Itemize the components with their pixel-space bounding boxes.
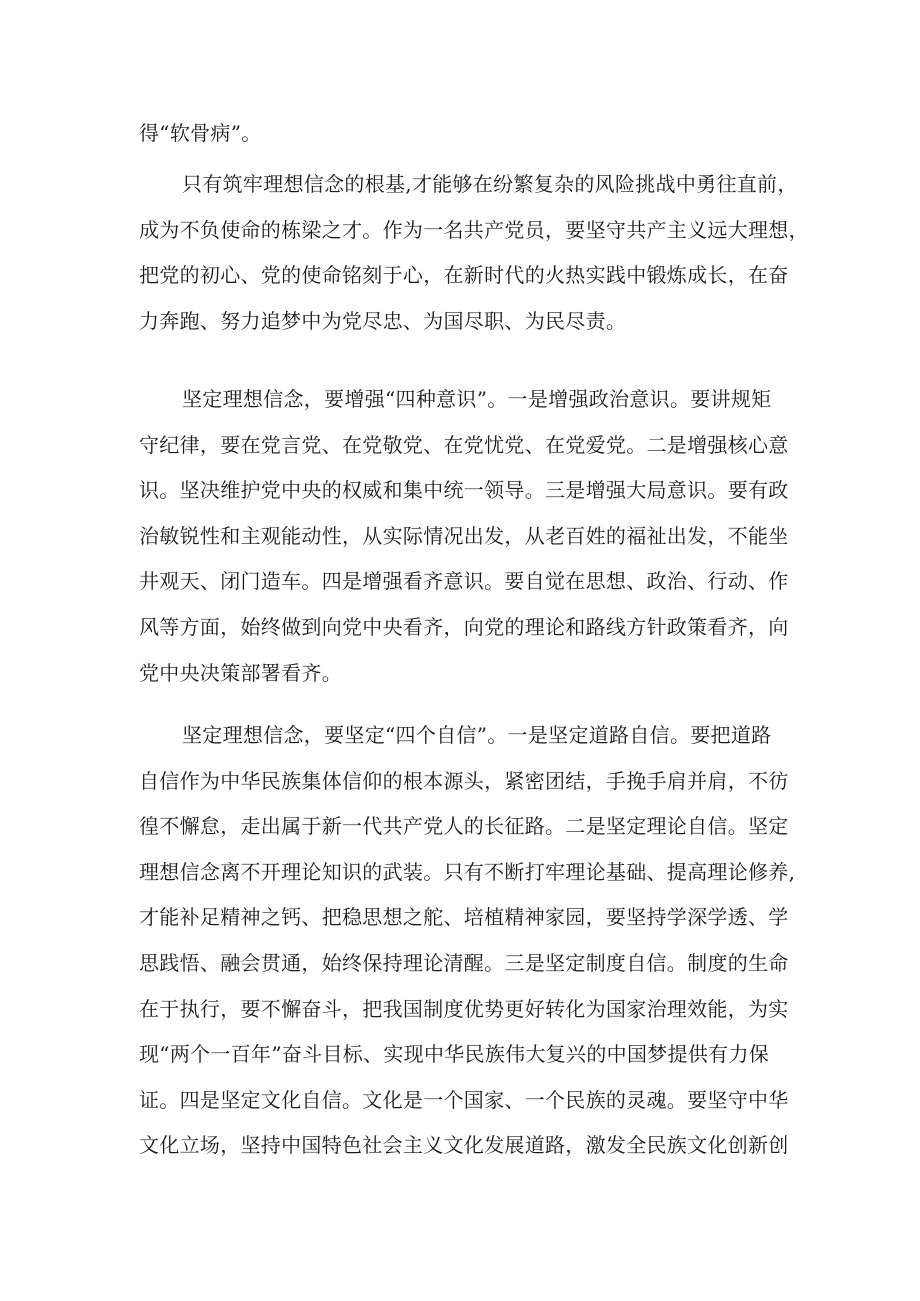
paragraph-four-confidences — [139, 713, 796, 1169]
text-line: 守纪律，要在党言党、在党敬党、在党忧党、在党爱党。二是增强核心意 — [139, 432, 789, 457]
text-line: 只有筑牢理想信念的根基,才能够在纷繁复杂的风险挑战中勇往直前， — [182, 172, 798, 196]
text-line: 思践悟、融会贯通，始终保持理论清醒。三是坚定制度自信。制度的生命 — [139, 950, 789, 975]
paragraph-four-consciousness — [139, 377, 789, 696]
text-line: 文化立场，坚持中国特色社会主义文化发展道路，激发全民族文化创新创 — [139, 1133, 789, 1158]
text-line: 证。四是坚定文化自信。文化是一个国家、一个民族的灵魂。要坚守中华 — [139, 1087, 789, 1112]
text-line: 力奔跑、努力追梦中为党尽忠、为国尽职、为民尽责。 — [139, 308, 627, 333]
text-line: 党中央决策部署看齐。 — [139, 660, 342, 685]
text-line: 成为不负使命的栋梁之才。作为一名共产党员，要坚守共产主义远大理想， — [139, 217, 809, 242]
text-line: 才能补足精神之钙、把稳思想之舵、培植精神家园，要坚持学深学透、学 — [139, 905, 789, 930]
text-line: 坚定理想信念，要坚定“四个自信”。一是坚定道路自信。要把道路 — [182, 723, 772, 747]
text-line: 得“软骨病”。 — [139, 121, 262, 145]
text-line: 现“两个一百年”奋斗目标、实现中华民族伟大复兴的中国梦提供有力保 — [139, 1042, 770, 1067]
paragraph-continuation — [139, 111, 779, 157]
text-line: 坚定理想信念，要增强“四种意识”。一是增强政治意识。要讲规矩 — [182, 387, 772, 411]
text-line: 井观天、闭门造车。四是增强看齐意识。要自觉在思想、政治、行动、作 — [139, 569, 789, 594]
text-line: 识。坚决维护党中央的权威和集中统一领导。三是增强大局意识。要有政 — [139, 478, 789, 503]
text-line: 徨不懈怠，走出属于新一代共产党人的长征路。二是坚定理论自信。坚定 — [139, 814, 789, 839]
text-line: 风等方面，始终做到向党中央看齐，向党的理论和路线方针政策看齐，向 — [139, 614, 789, 639]
text-line: 在于执行，要不懈奋斗，把我国制度优势更好转化为国家治理效能，为实 — [139, 996, 789, 1021]
paragraph-ideals-foundation — [139, 162, 809, 344]
text-line: 治敏锐性和主观能动性，从实际情况出发，从老百姓的福祉出发，不能坐 — [139, 523, 789, 548]
text-line: 自信作为中华民族集体信仰的根本源头，紧密团结，手挽手肩并肩，不彷 — [139, 768, 789, 793]
text-line: 理想信念离不开理论知识的武装。只有不断打牢理论基础、提高理论修养, — [139, 859, 796, 884]
text-line: 把党的初心、党的使命铭刻于心，在新时代的火热实践中锻炼成长，在奋 — [139, 263, 789, 288]
